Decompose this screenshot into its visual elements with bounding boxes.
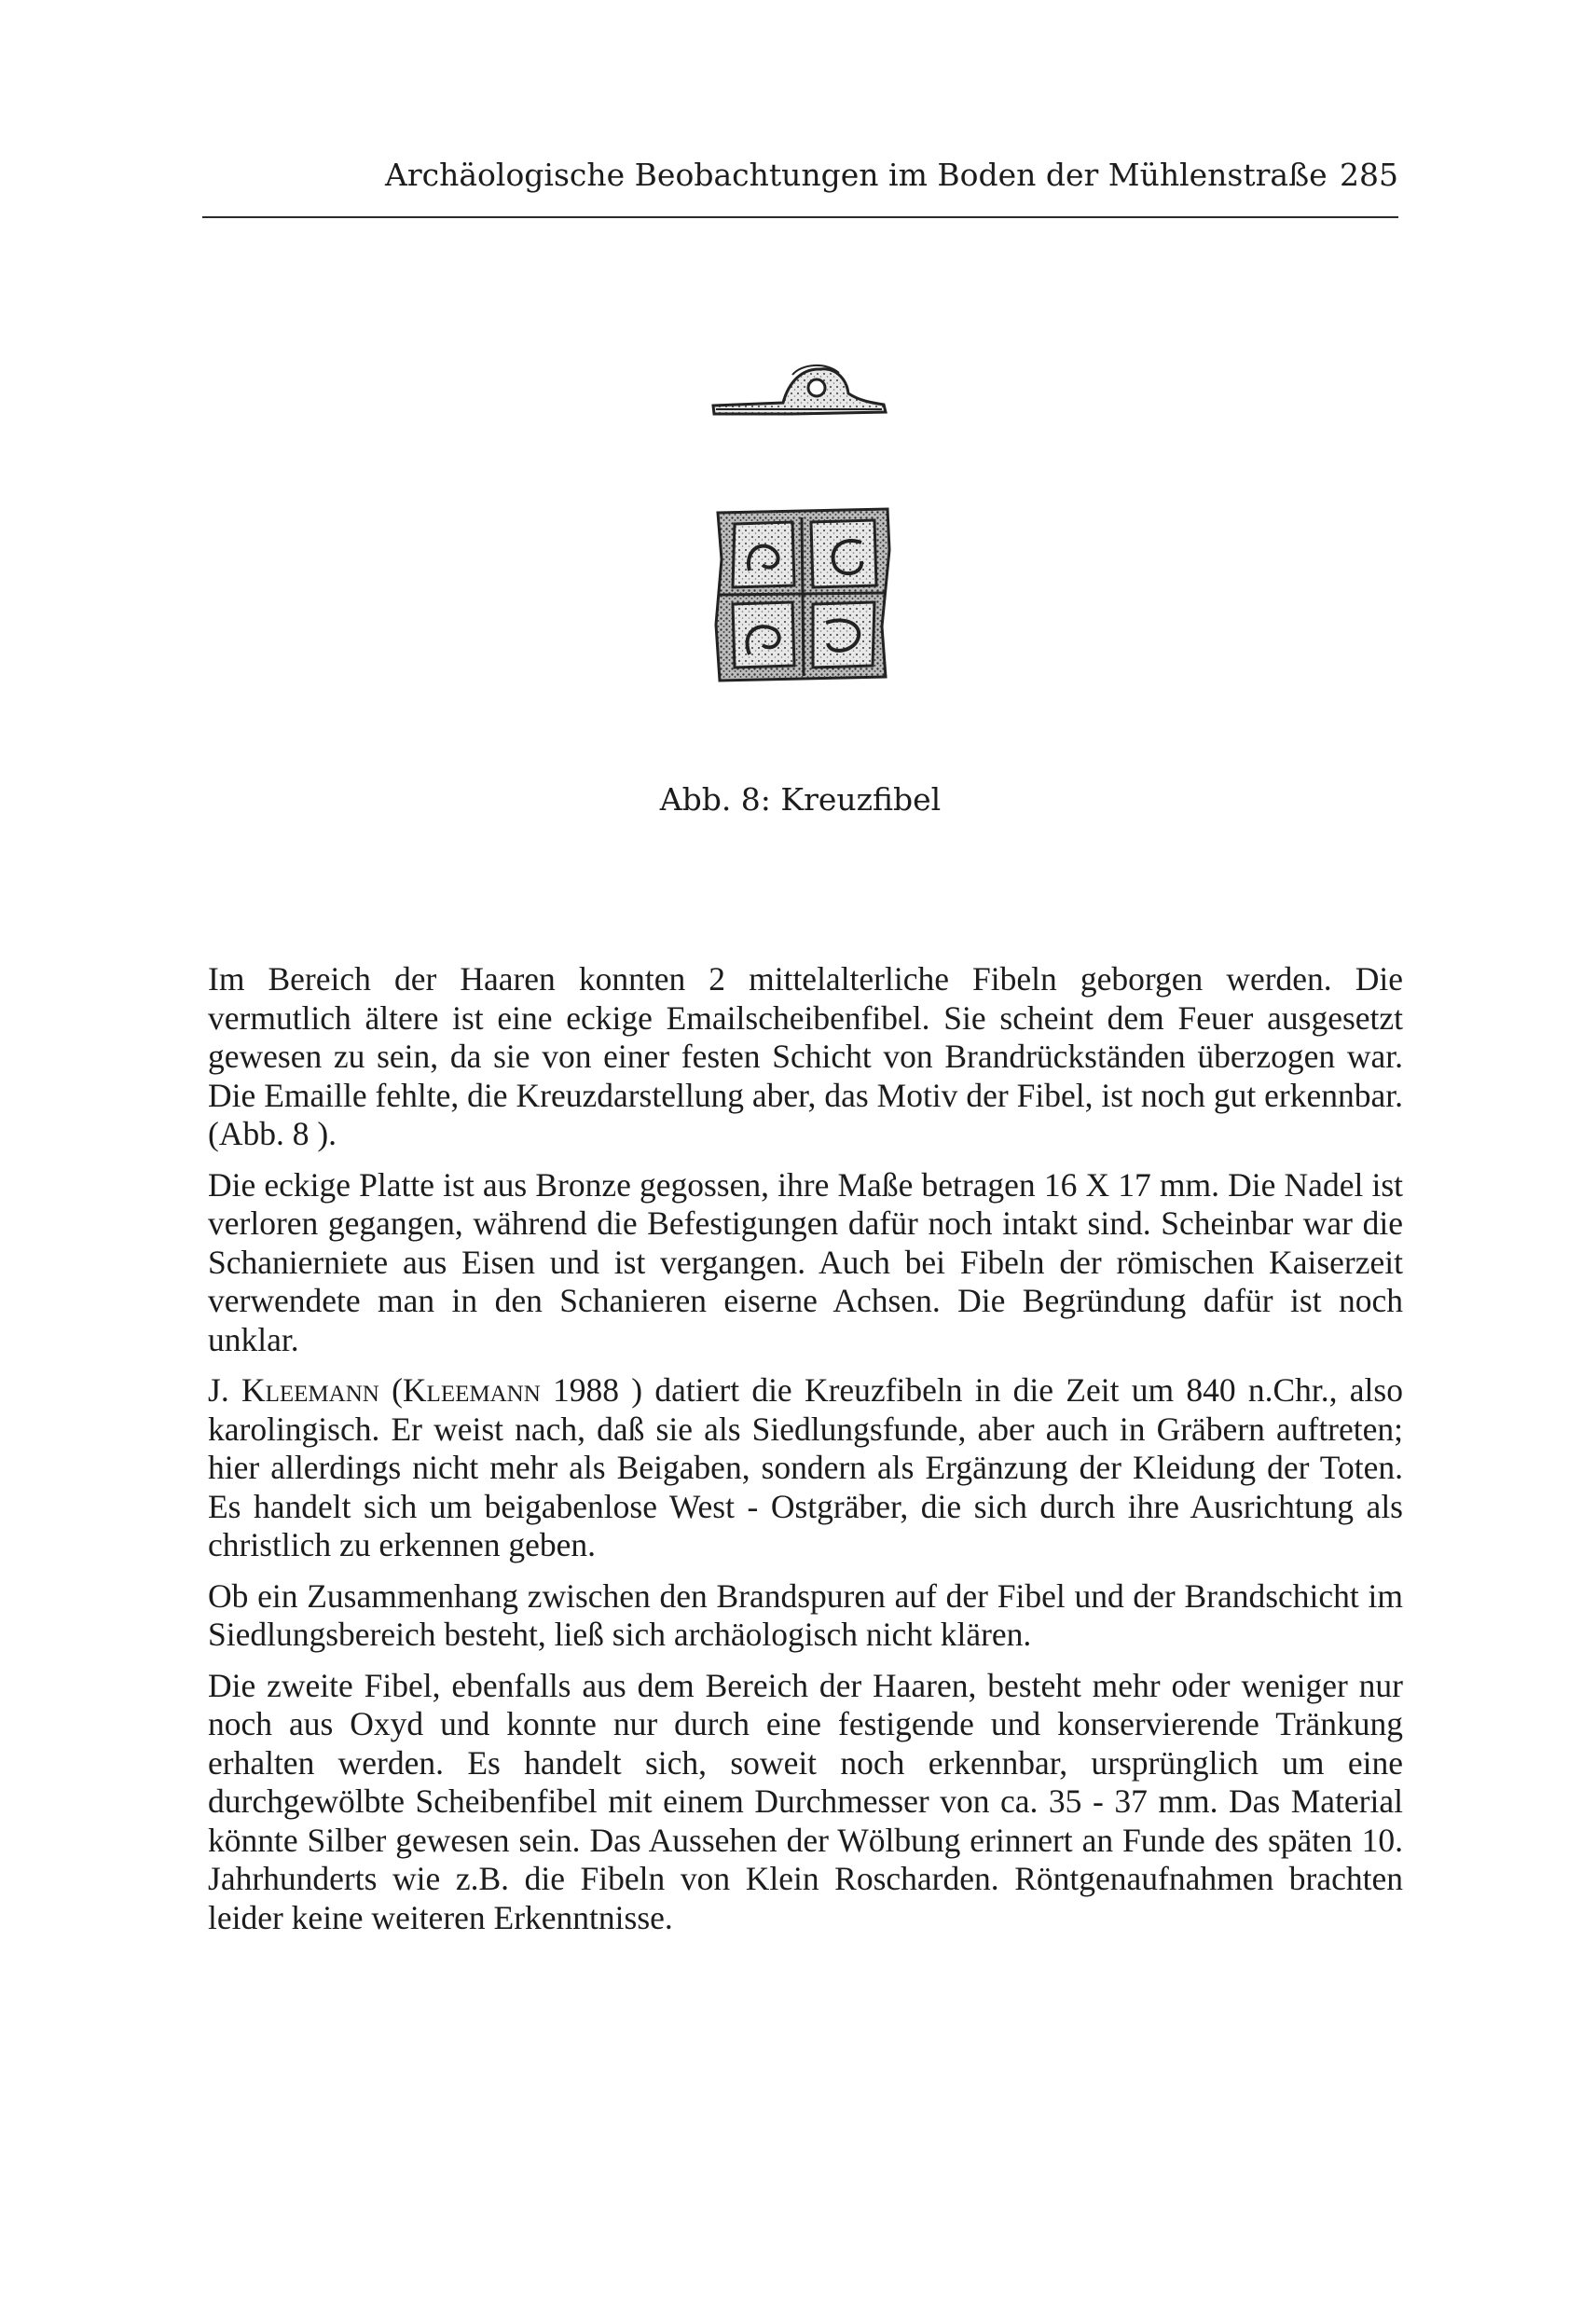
paragraph [208,1371,1403,1565]
fibula-front-view [716,509,889,681]
author-name: Kleemann [241,1371,379,1409]
paragraph [208,1166,1403,1360]
paragraph: Die zweite Fibel, ebenfalls aus dem Bereich der Haaren, besteht mehr oder weniger nur noch aus Oxyd und konnte nur durch eine festigende und konservierende Tränkung erhalten werden. Es handelt sich, soweit noch erkennbar, ursprünglich um eine durchgewölbte Scheibenfibel mit einem Durchmesser von ca. 35 - 37 mm. Das Material könnte Silber gewesen sein. Das Aussehen der Wölbung erinnert an Funde des späten 10. Jahrhunderts wie z.B. die Fibeln von Klein Roscharden. Röntgenaufnahmen brachten leider keine weiteren Erkenntnisse. [208,1666,1403,1936]
kreuzfibel-drawing [653,326,932,718]
fibula-side-view [713,365,886,414]
citation-author: Kleemann [402,1371,541,1409]
paragraph-text: 1988 ) datiert die Kreuzfibeln in die Zeit um 840 n.Chr., also karolingisch. Er weist nach, daß sie als Siedlungsfunde, aber auch in Gräbern auftreten; hier allerdings nicht mehr als Beigaben, sondern als Ergänzung der Kleidung der Toten. Es handelt sich um beigabenlose West - Ostgräber, die sich durch ihre Ausrichtung als christlich zu erkennen geben. [208,1371,1403,1563]
body-text [208,960,1403,1949]
paragraph: Im Bereich der Haaren konnten 2 mittelalterliche Fibeln geborgen werden. Die vermutlich ältere ist eine eckige Emailscheibenfibel. Sie scheint dem Feuer ausgesetzt gewesen zu sein, da sie von einer festen Schicht von Brandrückständen überzogen war. Die Emaille fehlte, die Kreuzdarstellung aber, das Motiv der Fibel, ist noch gut erkennbar. (Abb. 8 ). [208,960,1403,1152]
paragraph-middle: ( [378,1371,403,1409]
header-rule [202,216,1398,218]
figure-kreuzfibel [653,326,932,718]
paragraph-text: Die eckige Platte ist aus Bronze gegossen, ihre Maße betragen 16 X 17 mm. Die Nadel ist verloren gegangen, während die Befestigungen dafür noch intakt sind. Scheinbar war die Schanierniete aus Eisen und ist vergangen. Auch bei Fibeln der römischen Kaiserzeit verwendete man in den Schanieren eiserne Achsen. Die Begründung dafür ist noch unklar. [208,1165,1403,1358]
page-number: 285 [1340,157,1398,193]
paragraph: Ob ein Zusammenhang zwischen den Brandspuren auf der Fibel und der Brandschicht im Siedlungsbereich besteht, ließ sich archäologisch nicht klären. [208,1576,1403,1653]
running-head-title: Archäologische Beobachtungen im Boden der Mühlenstraße [385,157,1328,193]
figure-caption: Abb. 8: Kreuzfibel [659,781,942,818]
paragraph-prefix: J. [208,1371,241,1409]
running-head [202,157,1398,209]
